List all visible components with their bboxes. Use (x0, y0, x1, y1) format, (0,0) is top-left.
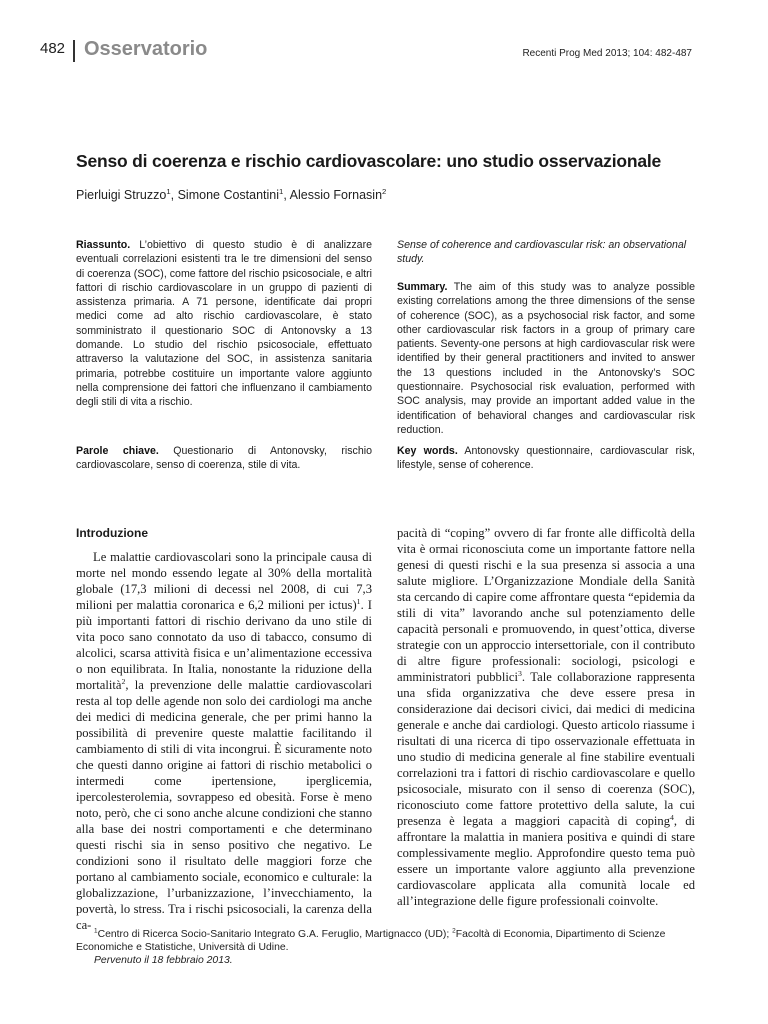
body-column-left (76, 549, 372, 933)
body-paragraph (76, 549, 372, 933)
keywords-text: Antonovsky questionnaire, cardiovascular risk, lifestyle, sense of coherence. (397, 445, 695, 472)
abstract-italian (76, 238, 372, 410)
body-paragraph (397, 525, 695, 909)
abstract-english (397, 280, 695, 437)
body-text: . I più importanti fattori di rischio derivano da uno stile di vita poco sano connotato da uso di tabacco, consumo di alcolici, scarsa attività fisica e un’alimentazione eccessiva o non equilibrata. In Italia, nonostante la riduzione della mortalità (76, 598, 372, 692)
section-title: Osservatorio (84, 38, 208, 60)
article-title: Senso di coerenza e rischio cardiovascolare: uno studio osservazionale (76, 151, 662, 171)
abstract-label: Riassunto. (76, 239, 131, 251)
citation-marker: 4 (670, 812, 674, 822)
citation-marker: 1 (356, 596, 361, 606)
affiliation-marker: 1 (279, 186, 284, 196)
received-date: Pervenuto il 18 febbraio 2013. (94, 955, 233, 967)
keywords-label: Key words. (397, 445, 458, 457)
affiliation-marker: 2 (452, 927, 456, 935)
affiliation-marker: 1 (166, 186, 171, 196)
abstract-text: L’obiettivo di questo studio è di analizzare eventuali correlazioni esistenti tra le tre dimensioni del senso di coerenza (SOC), come fattore del rischio psicosociale, e altri fattori di rischio cardiovascolare in un gruppo di pazienti di assistenza primaria. A 71 persone, identificate dai propri medici come ad alto rischio cardiovascolare, è stato somministrato il questionario SOC di Antonovsky a 13 domande. Lo studio del rischio psicosociale, effettuato attraverso la valutazione del SOC, in assistenza sanitaria primaria, potrebbe costituire un importante valore aggiunto nella comprensione dei fattori che influenzano il cambiamento degli stili di vita a rischio. (76, 239, 372, 409)
keywords-text: Questionario di Antonovsky, rischio cardiovascolare, senso di coerenza, stile di vita. (76, 445, 372, 472)
abstract-label: Summary. (397, 281, 448, 293)
page-number: 482 (40, 40, 66, 57)
author-name: Simone Costantini (177, 188, 280, 202)
footnote (76, 928, 698, 968)
body-text: , la prevenzione delle malattie cardiovascolari resta al top delle agende non solo dei cardiologi ma anche dei medici di medicina generale, che per primi hanno la possibilità di prevenire queste malattie facilitando il cambiamento di stili di vita incongrui. È sicuramente noto che questi danno origine ai fattori di rischio metabolici o intermedi come ipertensione, iperglicemia, ipercolesterolemia, sovrappeso ed obesità. Forse è meno noto, però, che ci sono anche alcune condizioni che stanno alla base dei nostri comportamenti e che determinano questi rischi sia in senso positivo che negativo. Le condizioni sono il risultato delle maggiori forze che portano al cambiamento sociale, economico e culturale: la globalizzazione, l’urbanizzazione, l’invecchiamento, la povertà, lo stress. Tra i rischi psicosociali, la carenza della ca- (76, 678, 372, 932)
body-text: Le malattie cardiovascolari sono la principale causa di morte nel mondo essendo legate al 30% della mortalità globale (17,3 milioni di decessi nel 2008, di cui 7,3 milioni per malattia coronarica e 6,2 milioni per ictus) (76, 550, 372, 612)
body-text: , di affrontare la malattia in maniera positiva e quindi di stare complessivamente meglio. Approfondire questo tema può essere un importante valore aggiunto alla prevenzione cardiovascolare applicata alla comunità locale ed all’integrazione delle figure professionali coinvolte. (397, 814, 695, 908)
section-heading: Introduzione (76, 526, 148, 540)
keywords-english (397, 444, 695, 473)
keywords-label: Parole chiave. (76, 445, 159, 457)
english-title: Sense of coherence and cardiovascular risk: an observational study. (397, 239, 687, 266)
affiliations (76, 928, 698, 954)
author-name: Pierluigi Struzzo (76, 188, 167, 202)
abstract-text: The aim of this study was to analyze possible existing correlations among the three dimensions of the sense of coherence (SOC), as a psychosocial risk factor, and some other cardiovascular risk factors in a group of primary care patients. Seventy-one persons at high cardiovascular risk were identified by their general practitioners and invited to answer the 13 questions included in the Antonovsky’s SOC questionnaire. Psychosocial risk evaluation, performed with SOC analysis, may provide an important added value in the identification of behavioral changes and cardiovascular risk reduction. (397, 281, 695, 436)
affiliation-marker: 1 (94, 927, 98, 935)
body-text: . Tale collaborazione rappresenta una sfida organizzativa che deve essere presa in considerazione dai decisori civici, dai medici di medicina generale e anche dai cardiologi. Questo articolo riassume i risultati di una ricerca di tipo osservazionale effettuata in uno studio di medicina generale al fine stabilire eventuali correlazioni tra i fattori di rischio cardiovascolare e quello psicosociale, misurato con il senso di coerenza (SOC), riconosciuto come fattore protettivo della salute, la cui presenza è legata a maggiori capacità di coping (397, 670, 695, 828)
citation-marker: 2 (121, 676, 126, 686)
affiliation-marker: 2 (382, 186, 387, 196)
journal-reference: Recenti Prog Med 2013; 104: 482-487 (522, 48, 692, 59)
body-column-right (397, 525, 695, 909)
body-text: pacità di “coping” ovvero di far fronte alle difficoltà della vita è ormai riconosciuta come un importante fattore nella genesi di questi rischi e la sua presenza si associa a una salute migliore. L’Organizzazione Mondiale della Sanità sta cercando di capire come affrontare questa “epidemia da stili di vita” lavorando anche sul potenziamento delle capacità personali e promuovendo, in quest’ottica, diverse strategie con un approccio intersettoriale, con il contributo di altre figure professionali: sociologi, psicologi e amministratori pubblici (397, 526, 695, 684)
citation-marker: 3 (517, 668, 522, 678)
affiliation-text: Facoltà di Economia, Dipartimento di Scienze Economiche e Statistiche, Università di Udine. (76, 929, 666, 954)
page-header (40, 38, 692, 66)
header-divider (73, 40, 75, 62)
keywords-italian (76, 444, 372, 473)
author-name: Alessio Fornasin (289, 188, 383, 202)
affiliation-text: Centro di Ricerca Socio-Sanitario Integrato G.A. Feruglio, Martignacco (UD); (97, 929, 453, 940)
author-list: Pierluigi Struzzo$^1$, Simone Costantini$^1$, Alessio Fornasin$^2$ (76, 186, 387, 202)
